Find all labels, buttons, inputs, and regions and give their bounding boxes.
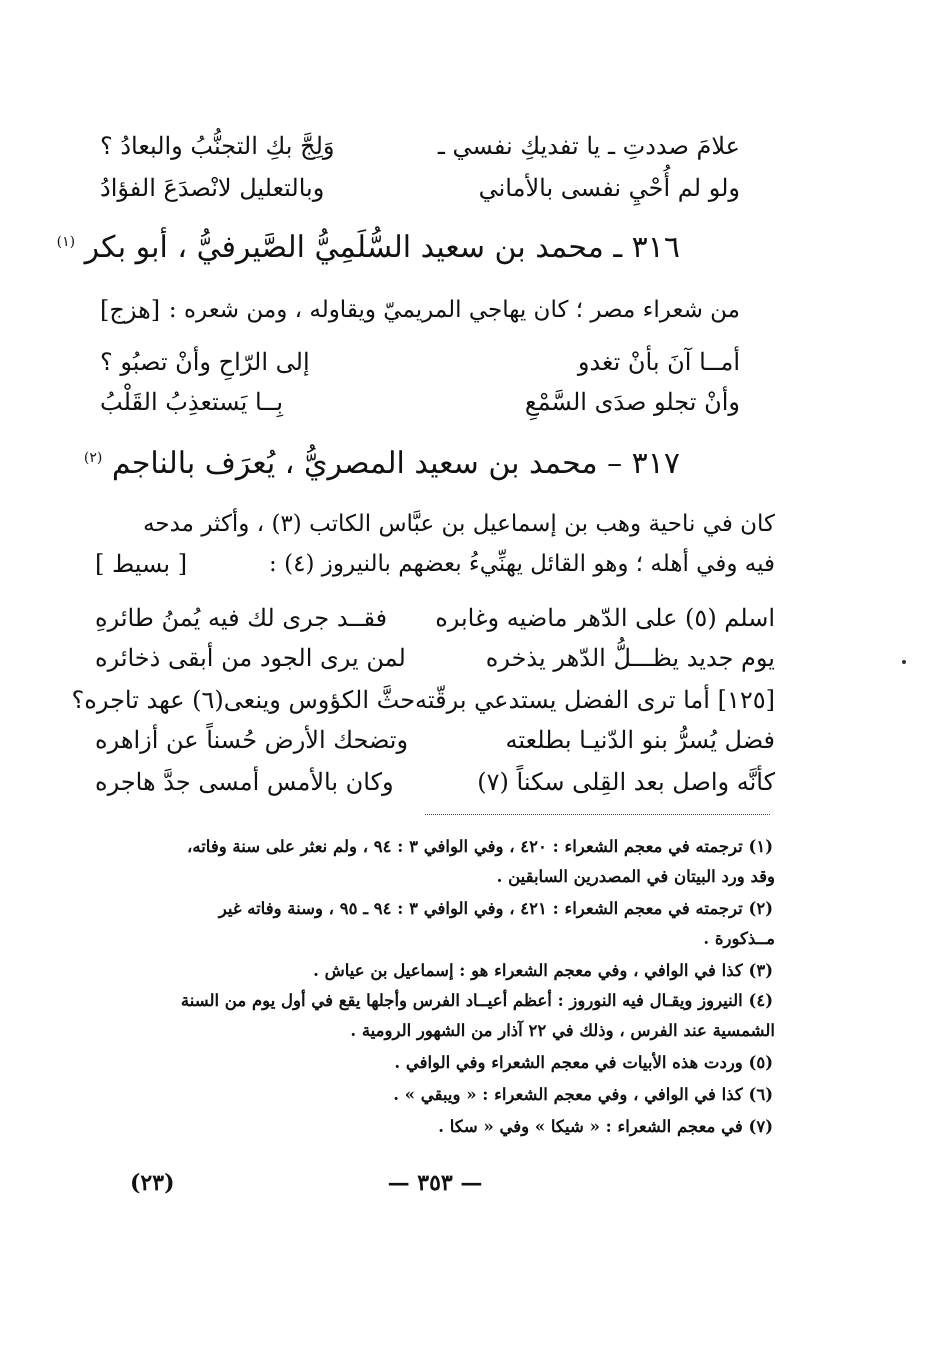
footnote-line: (٤) النيروز ويقـال فيه النوروز : أعظم أعيــاد الفرس وأجلها يقع في أول يوم من السنة [180,991,773,1010]
footnote-ref: (٢) [83,450,103,466]
verse-line [95,720,775,760]
footnote-line: (٧) في معجم الشعراء : « شيكا » وفي « سكا . [438,1117,773,1136]
verse-line [71,680,775,720]
entry-prose [95,544,775,584]
entry-title: ٣١٦ ـ محمد بن سعيد السُّلَمِيُّ الصَّيرفيُّ ، أبو بكر [84,230,680,265]
first-hemistich: علامَ صددتِ ـ يا تفديكِ نفسي ـ [437,132,740,160]
first-hemistich: [١٢٥] أما ترى الفضل يستدعي برقّته [415,686,775,714]
verse-line [100,342,740,382]
verse-line [100,168,740,208]
second-hemistich: وبالتعليل لانْصدَعَ الفؤادُ [100,174,325,202]
footnote-line: (٢) ترجمته في معجم الشعراء : ٤٢١ ، وفي الوافي ٣ : ٩٤ ـ ٩٥ ، وسنة وفاته غير [218,899,773,918]
meter-label: [هزج] [100,296,161,324]
verse-line [100,126,740,166]
second-hemistich: فقــد جرى لك فيه يُمنُ طائرهِ [95,604,388,632]
entry-heading [56,230,680,265]
second-hemistich: حثَّ الكؤوس وينعى(٦) عهد تاجره؟ [71,686,416,714]
footnote-line: وقد ورد البيتان في المصدرين السابقين . [496,867,775,886]
intro-text: من شعراء مصر ؛ كان يهاجي المريميّ ويقاوله ، ومن شعره : [168,297,740,323]
prose-text: فيه وفي أهله ؛ وهو القائل يهنِّيءُ بعضهم بالنيروز (٤) : [269,551,775,577]
second-hemistich: إلى الرّاحِ وأنْ تصبُو ؟ [100,348,310,376]
footnote-line: مــذكورة . [703,929,775,948]
entry-intro [100,290,740,330]
footnote-line: (٦) كذا في الوافي ، وفي معجم الشعراء : « ويبقي » . [393,1085,773,1104]
footnote-line: (٥) وردت هذه الأبيات في معجم الشعراء وفي الوافي . [394,1053,773,1072]
meter-label: [ بسيط ] [95,550,188,578]
page-number: — ٣٥٣ — [387,1170,483,1196]
prose-text: كان في ناحية وهب بن إسماعيل بن عبَّاس الكاتب (٣) ، وأكثر مدحه [143,511,775,537]
entry-title: ٣١٧ – محمد بن سعيد المصريُّ ، يُعرَف بالناجم [111,446,680,481]
first-hemistich: أمــا آنَ بأنْ تغدو [577,348,740,376]
verse-line [100,382,740,422]
first-hemistich: فضل يُسرُّ بنو الدّنيـا بطلعته [505,726,775,754]
first-hemistich: اسلم (٥) على الدّهر ماضيه وغابره [435,604,775,632]
footnote-line: الشمسية عند الفرس ، وذلك في ٢٢ آذار من الشهور الرومية . [350,1021,775,1040]
footnote-line: (٣) كذا في الوافي ، وفي معجم الشعراء هو : إسماعيل بن عياش . [313,961,773,980]
verse-line [95,598,775,638]
second-hemistich: وتضحك الأرض حُسناً عن أزاهره [95,726,409,754]
verse-line [95,638,775,678]
first-hemistich: وأنْ تجلو صدَى السَّمْعِ [524,388,740,416]
second-hemistich: لمن يرى الجود من أبقى ذخائره [95,644,406,672]
signature-mark: (٢٣) [130,1170,175,1196]
entry-prose [95,504,775,544]
footnote-separator [425,814,770,815]
footnote-ref: (١) [56,234,76,250]
verse-line [95,762,775,802]
first-hemistich: ولو لم أُحْيِ نفسى بالأماني [478,174,740,202]
second-hemistich: وَلِجَّ بكِ التجنُّبُ والبعادُ ؟ [100,132,335,160]
first-hemistich: كأنَّه واصل بعد القِلى سكناً (٧) [477,768,775,796]
first-hemistich: يوم جديد يظـــلُّ الدّهر يذخره [485,644,775,672]
second-hemistich: بِــا يَستعذِبُ القَلْبُ [100,388,284,416]
scan-speck [902,660,906,664]
entry-heading [83,446,680,481]
second-hemistich: وكان بالأمس أمسى جدَّ هاجره [95,768,394,796]
footnote-line: (١) ترجمته في معجم الشعراء : ٤٢٠ ، وفي الوافي ٣ : ٩٤ ، ولم نعثر على سنة وفاته، [187,837,773,856]
